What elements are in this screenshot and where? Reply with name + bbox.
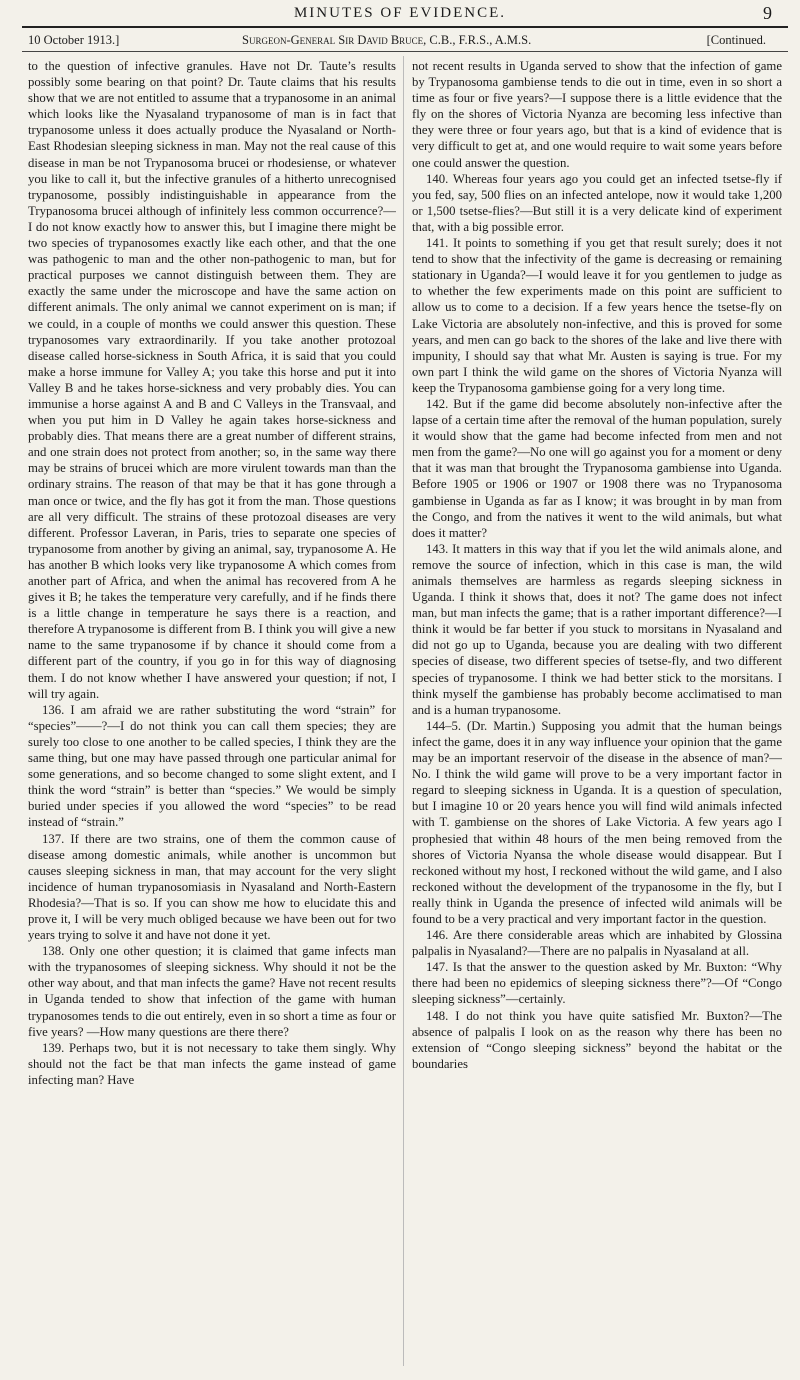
left-column [28,58,396,1368]
subheader [22,30,788,50]
continued-label: [Continued. [706,33,766,47]
right-column [412,58,782,1368]
paragraph: 136. I am afraid we are rather substituting the word “strain” for “species”——?—I do not think you can call them species; they are surely too close to one another to be called species, I think they are the same thing, but one may have passed through one particular animal for some generations, and so become changed to some slight extent, and I think the word “strain” is better than “species.” We would be simply buried under species if you allowed the word “species” to be read instead of “strain.” [28,702,396,830]
paragraph: 139. Perhaps two, but it is not necessary to take them singly. Why should not the fact be that man infects the game instead of game infecting man? Have [28,1040,396,1087]
session-date: 10 October 1913.] [28,33,120,47]
paragraph: 148. I do not think you have quite satisfied Mr. Buxton?—The absence of palpalis I look on as the reason why there has been no extension of “Congo sleeping sickness” beyond the habitat or the boundaries [412,1008,782,1071]
paragraph: 144–5. (Dr. Martin.) Supposing you admit that the human beings infect the game, does it in any way influence your opinion that the game may be an important reservoir of the disease in the absence of man?—No. I think the wild game will prove to be a very important factor in regard to sleeping sickness in Uganda. It is a question of speculation, but I imagine 10 or 20 years hence you will find wild animals infected with T. gambiense on the shores of Lake Victoria. A few years ago I prophesied that within 48 hours of the men being removed from the shores of Victoria Nyansa the whole disease would disappear. But I reckoned without my host, I reckoned without the wild game, and I also reckoned without the development of the trypanosome in the fly, but I really think in Uganda the presence of infected wild animals will be found to be a very practical and very important factor in the question. [412,718,782,926]
paragraph: not recent results in Uganda served to show that the infection of game by Trypanosoma gambiense tends to die out in time, even in so short a time as four or five years?—I suppose there is a little evidence that the fly on the shores of Victoria Nyanza are becoming less infective than they were three or four years ago, but that is a kind of evidence that is very difficult to get at, and one would require to wait some years before one could answer the question. [412,59,782,170]
witness-name: Surgeon-General Sir David Bruce, C.B., F.R.S., A.M.S. [242,33,532,47]
header-rule [22,26,788,28]
paragraph: 142. But if the game did become absolutely non-infective after the lapse of a certain time after the removal of the human population, surely it would show that the game had become infected from men and not men from the game?—No one will go against you for a moment or deny that it was man that brought the Trypanosoma gambiense into Uganda. Before 1905 or 1906 or 1907 or 1908 there was no Trypanosoma gambiense in Uganda as far as I know; it was brought in by man from the Congo, and from the natives it went to the wild animals, but what does it matter? [412,396,782,540]
subheader-rule [22,51,788,52]
paragraph: 146. Are there considerable areas which are inhabited by Glossina palpalis in Nyasaland?—There are no palpalis in Nyasaland at all. [412,928,782,959]
paragraph: 140. Whereas four years ago you could get an infected tsetse-fly if you fed, say, 500 flies on an infected antelope, now it would take 1,200 or 1,500 tsetse-flies?—But still it is a very delicate kind of experiment that, with a big possible error. [412,171,782,234]
column-divider [403,56,404,1366]
paragraph: to the question of infective granules. Have not Dr. Taute’s results possibly some bearing on that point? Dr. Taute claims that his results show that we are not entitled to assume that a trypanosome in an animal which looks like the Nyasaland trypanosome of man is in fact that trypanosome unless it does actually produce the Nyasaland or North-East Rhodesian sleeping sickness in man. May not the real cause of this disease in man be not Trypanosoma brucei or rhodesiense, or whatever you like to call it, but the infective granules of a hitherto unrecognised trypanosome, possibly indistinguishable in appearance from the Trypanosoma brucei although of infinitely less common occurrence?—I do not know exactly how to answer this, but I imagine there might be two species of trypanosomes exactly like each other, and that the one was pathogenic to man and the other non-pathogenic to man, but for practical purposes we cannot distinguish between them. They are exactly the same under the microscope and have the same action on different animals. The only animal we cannot experiment on is man; if we could, in a couple of months we could answer this question. These trypanosomes vary extraordinarily. If you take another protozoal disease called horse-sickness in South Africa, it is said that you could make a horse immune for Valley A; you take this horse and put it into Valley B and he takes horse-sickness and very probably dies. You can immunise a horse against A and B and C Valleys in the Transvaal, and when you put him in D Valley he again takes horse-sickness and probably dies. That means there are a great number of different strains, and one strain does not protect from another; so, in the same way there may be strains of brucei which are more virulent towards man than the ordinary strains. The reason of that may be that it has gone through a man once or twice, and the fly has got it from the man. Those questions are all very difficult. The strains of these protozoal diseases are very different. Professor Laveran, in Paris, tries to separate one species of trypanosome from another by giving an animal, say, trypanosome A. He has another B which looks very like trypanosome A which comes from another part of Africa, and when the animal has recovered from A he gives it B; he takes the temperature very carefully, and if he finds there is a little change in temperature he says there is a reaction, and therefore A trypanosome is different from B. I think you will give a new name to the same trypanosome if by chance it should come from a different part of the country, if you go in for this way of diagnosing them. I do not know whether I have answered your question; if not, I will try again. [28,59,396,701]
page-number: 9 [763,3,772,23]
paragraph: 147. Is that the answer to the question asked by Mr. Buxton: “Why there had been no epidemics of sleeping sickness there”?—Of “Congo sleeping sickness”—certainly. [412,960,782,1007]
running-title: MINUTES OF EVIDENCE. [293,5,507,21]
paragraph: 141. It points to something if you get that result surely; does it not tend to show that the infectivity of the game is decreasing or remaining stationary in Uganda?—I would leave it for you gentlemen to judge as to whether the few experiments made on this point are sufficient to allow us to come to a decision. If a few years hence the tsetse-fly on Lake Victoria are absolutely non-infective, and this is proved for some years, and men can go back to the shores of the lake and live there with impunity, I should say that what Mr. Austen is saying is true. For my own part I think the wild game on the shores of Victoria Nyanza will keep the Trypanosoma gambiense going for a very long time. [412,236,782,395]
paragraph: 137. If there are two strains, one of them the common cause of disease among domestic animals, while another is uncommon but causes sleeping sickness in man, that may account for the very slight incidence of human trypanosomiasis in Nyasaland and North-Eastern Rhodesia?—That is so. If you can show me how to elucidate this and prove it, I will be very much obliged because we have been out for two years trying to solve it and have not done it yet. [28,831,396,943]
paragraph: 138. Only one other question; it is claimed that game infects man with the trypanosomes of sleeping sickness. Why should it not be the other way about, and that man infects the game? Have not recent results in Uganda tended to show that infection of the game with human trypanosomes tends to die out entirely, even in so short a time as four or five years? —How many questions are there there? [28,944,396,1039]
paragraph: 143. It matters in this way that if you let the wild animals alone, and remove the source of infection, which in this case is man, the wild animals themselves are harmless as regards sleeping sickness in Uganda. I think it shows that, does it not? The game does not infect man, but man infects the game; that is a rather important difference?—I think it would be far better if you stuck to morsitans in Nyasaland and did not go up to Uganda, because you are dealing with two different species of disease, two different species of tsetse-fly, and two different species of trypanosome. I think we had better stick to the morsitans. I think myself the gambiense has probably become acclimatised to man and is a human trypanosome. [412,541,782,717]
